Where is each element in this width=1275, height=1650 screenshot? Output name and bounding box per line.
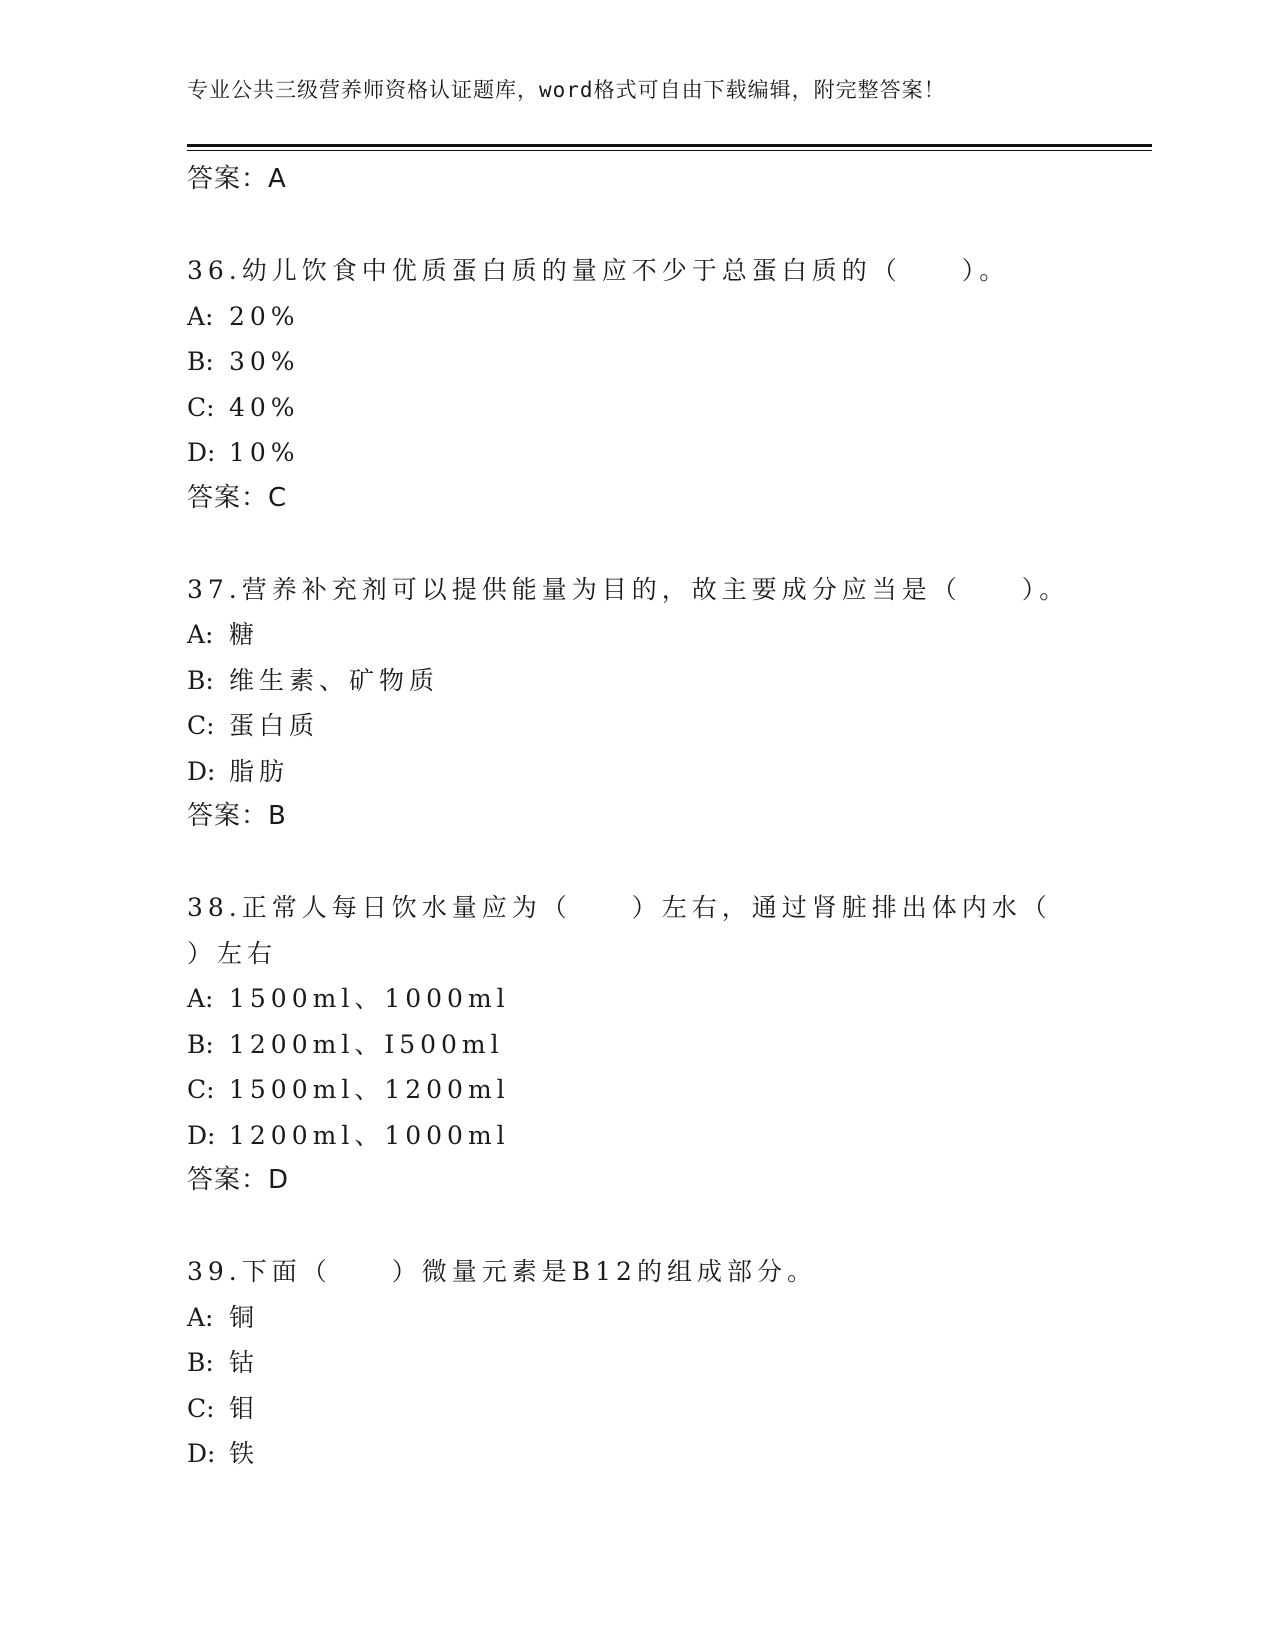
option-c: [187, 1067, 1152, 1113]
option-text: 20%: [229, 301, 300, 331]
option-c: [187, 703, 1152, 749]
question-stem: 39.下面（ ）微量元素是B12的组成部分。: [187, 1257, 817, 1286]
option-label: A:: [187, 984, 214, 1013]
option-text: 维生素、矿物质: [229, 665, 440, 695]
option-label: D:: [187, 1120, 216, 1150]
option-a: [187, 976, 1152, 1022]
option-label: B:: [187, 665, 214, 695]
option-label: D:: [187, 438, 216, 467]
question-39: [187, 1249, 1152, 1477]
option-text: 1200ml、1000ml: [229, 1120, 510, 1150]
option-text: 10%: [229, 438, 300, 467]
answer: 答案：B: [187, 801, 287, 831]
option-text: 1500ml、1000ml: [229, 984, 510, 1013]
option-a: [187, 612, 1152, 658]
option-text: 1200ml、I500ml: [229, 1029, 504, 1059]
answer: 答案：C: [187, 482, 288, 513]
option-b: [187, 339, 1152, 385]
option-label: B:: [187, 347, 214, 376]
option-text: 糖: [229, 620, 260, 649]
option-c: [187, 385, 1152, 431]
option-text: 钴: [229, 1348, 260, 1377]
option-d: [187, 430, 1152, 476]
option-text: 30%: [229, 347, 300, 376]
option-b: [187, 1022, 1152, 1068]
spacer: [187, 203, 1152, 249]
option-label: B:: [187, 1029, 214, 1059]
option-a: [187, 1295, 1152, 1341]
option-label: C:: [187, 1393, 215, 1423]
option-label: D:: [187, 1439, 216, 1468]
option-b: [187, 658, 1152, 704]
header-rule-thin: [187, 150, 1152, 151]
option-label: A:: [187, 1302, 214, 1332]
option-b: [187, 1340, 1152, 1386]
option-text: 1500ml、1200ml: [229, 1075, 510, 1104]
option-label: C:: [187, 711, 215, 740]
option-d: [187, 1431, 1152, 1477]
question-list: [187, 157, 1152, 1477]
question-37: [187, 567, 1152, 840]
question-stem-line-1: 38.正常人每日饮水量应为（ ）左右，通过肾脏排出体内水（: [187, 893, 1052, 922]
option-text: 脂肪: [229, 756, 290, 786]
spacer: [187, 521, 1152, 567]
question-stem: 36.幼儿饮食中优质蛋白质的量应不少于总蛋白质的（ ）。: [187, 256, 1010, 285]
answer: 答案：D: [187, 1165, 290, 1195]
option-label: C:: [187, 1075, 215, 1104]
option-d: [187, 749, 1152, 795]
option-d: [187, 1113, 1152, 1159]
option-text: 钼: [229, 1393, 260, 1423]
spacer: [187, 840, 1152, 886]
option-text: 蛋白质: [229, 711, 320, 740]
previous-answer: 答案：A: [187, 164, 287, 194]
option-label: A:: [187, 301, 214, 331]
question-stem-line-2: ）左右: [187, 938, 278, 968]
question-38: [187, 885, 1152, 1204]
question-stem: 37.营养补充剂可以提供能量为目的，故主要成分应当是（ ）。: [187, 574, 1070, 604]
option-a: [187, 294, 1152, 340]
option-text: 40%: [229, 392, 300, 422]
option-text: 铜: [229, 1302, 260, 1332]
option-label: C:: [187, 392, 215, 422]
option-c: [187, 1386, 1152, 1432]
page-header: 专业公共三级营养师资格认证题库，word格式可自由下载编辑，附完整答案！: [187, 78, 946, 102]
option-label: D:: [187, 756, 216, 786]
option-text: 铁: [229, 1439, 260, 1468]
option-label: B:: [187, 1348, 214, 1377]
header-rule-thick: [187, 144, 1152, 147]
spacer: [187, 1204, 1152, 1250]
question-36: [187, 248, 1152, 521]
option-label: A:: [187, 620, 214, 649]
